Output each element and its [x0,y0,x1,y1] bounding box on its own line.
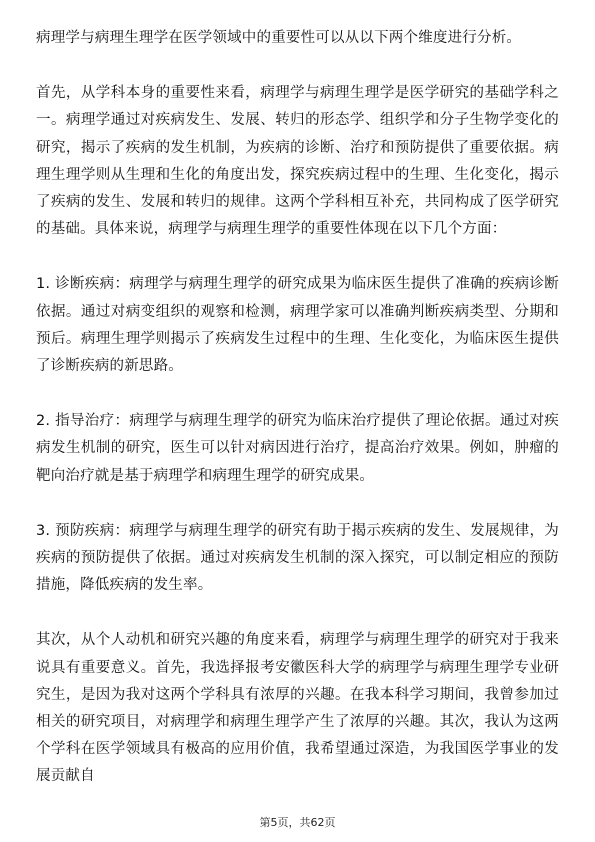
document-body [36,25,559,791]
intro-paragraph: 病理学与病理生理学在医学领域中的重要性可以从以下两个维度进行分析。 [36,30,522,46]
diagnosis-paragraph: 1. 诊断疾病：病理学与病理生理学的研究成果为临床医生提供了准确的疾病诊断依据。通过对病变组织的观察和检测，病理学家可以准确判断疾病类型、分期和预后。病理生理学则揭示了疾病发生过程中的生理、生化变化，为临床医生提供了诊断疾病的新思路。 [36,276,559,375]
treatment-paragraph: 2. 指导治疗：病理学与病理生理学的研究为临床治疗提供了理论依据。通过对疾病发生机制的研究，医生可以针对病因进行治疗，提高治疗效果。例如，肿瘤的靶向治疗就是基于病理学和病理生理学的研究成果。 [36,413,559,484]
second-dimension-paragraph: 其次，从个人动机和研究兴趣的角度来看，病理学与病理生理学的研究对于我来说具有重要意义。首先，我选择报考安徽医科大学的病理学与病理生理学专业研究生，是因为我对这两个学科具有浓厚的兴趣。在我本科学习期间，我曾参加过相关的研究项目，对病理学和病理生理学产生了浓厚的兴趣。其次，我认为这两个学科在医学领域具有极高的应用价值，我希望通过深造，为我国医学事业的发展贡献自 [36,632,559,785]
first-dimension-paragraph: 首先，从学科本身的重要性来看，病理学与病理生理学是医学研究的基础学科之一。病理学通过对疾病发生、发展、转归的形态学、组织学和分子生物学变化的研究，揭示了疾病的发生机制，为疾病的诊断、治疗和预防提供了重要依据。病理生理学则从生理和生化的角度出发，探究疾病过程中的生理、生化变化，揭示了疾病的发生、发展和转归的规律。这两个学科相互补充，共同构成了医学研究的基础。具体来说，病理学与病理生理学的重要性体现在以下几个方面： [36,85,559,238]
prevention-paragraph: 3. 预防疾病：病理学与病理生理学的研究有助于揭示疾病的发生、发展规律，为疾病的预防提供了依据。通过对疾病发生机制的深入探究，可以制定相应的预防措施，降低疾病的发生率。 [36,522,559,594]
page-number-footer: 第5页，共62页 [259,816,336,829]
